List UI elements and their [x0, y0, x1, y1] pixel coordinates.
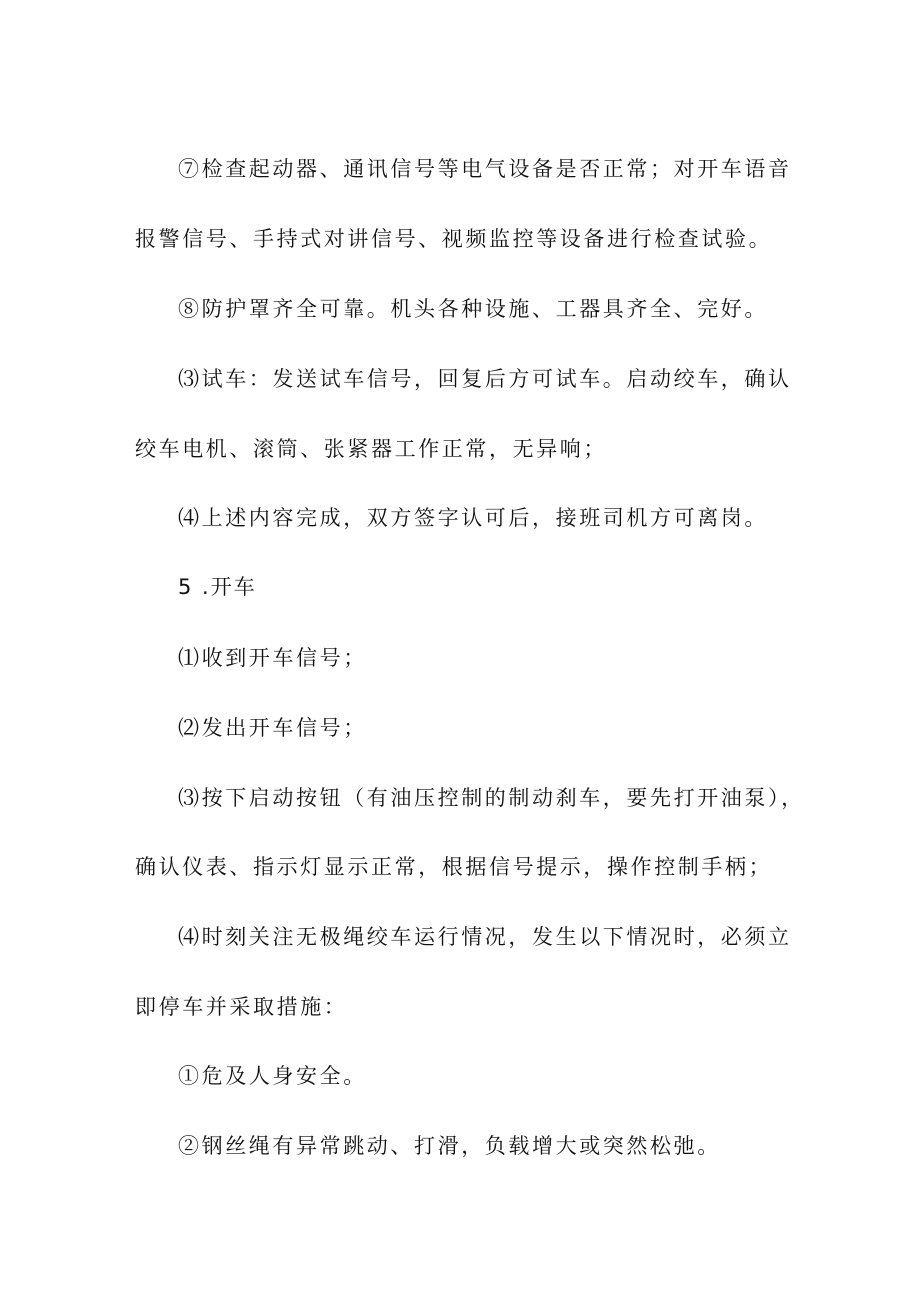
paragraph-line-8-guard: ⑧防护罩齐全可靠。机头各种设施、工器具齐全、完好。	[178, 297, 768, 321]
list-item-rope-abnormal: ②钢丝绳有异常跳动、打滑，负载增大或突然松弛。	[178, 1134, 721, 1158]
paragraph-line-winch-motor: 绞车电机、滚筒、张紧器工作正常，无异响；	[135, 437, 607, 461]
paragraph-line-stop-measures: 即停车并采取措施：	[135, 995, 348, 1019]
paragraph-line-2-send-signal: ⑵发出开车信号；	[178, 716, 367, 740]
list-item-personal-safety: ①危及人身安全。	[178, 1064, 367, 1088]
paragraph-line-confirm-instruments: 确认仪表、指示灯显示正常，根据信号提示，操作控制手柄；	[135, 855, 773, 879]
paragraph-line-4-monitor: ⑷时刻关注无极绳绞车运行情况，发生以下情况时，必须立	[178, 925, 792, 949]
paragraph-line-3-press-start: ⑶按下启动按钮（有油压控制的制动刹车，要先打开油泵），	[178, 786, 805, 810]
section-heading-start: 5 .开车	[178, 575, 257, 599]
paragraph-line-4-sign-off: ⑷上述内容完成，双方签字认可后，接班司机方可离岗。	[178, 506, 768, 530]
paragraph-line-7-check-electrical: ⑦检查起动器、通讯信号等电气设备是否正常；对开车语音	[178, 157, 792, 181]
paragraph-line-alarm-signals: 报警信号、手持式对讲信号、视频监控等设备进行检查试验。	[135, 227, 773, 251]
paragraph-line-3-test-run: ⑶试车：发送试车信号，回复后方可试车。启动绞车，确认	[178, 367, 792, 391]
paragraph-line-1-receive-signal: ⑴收到开车信号；	[178, 646, 367, 670]
